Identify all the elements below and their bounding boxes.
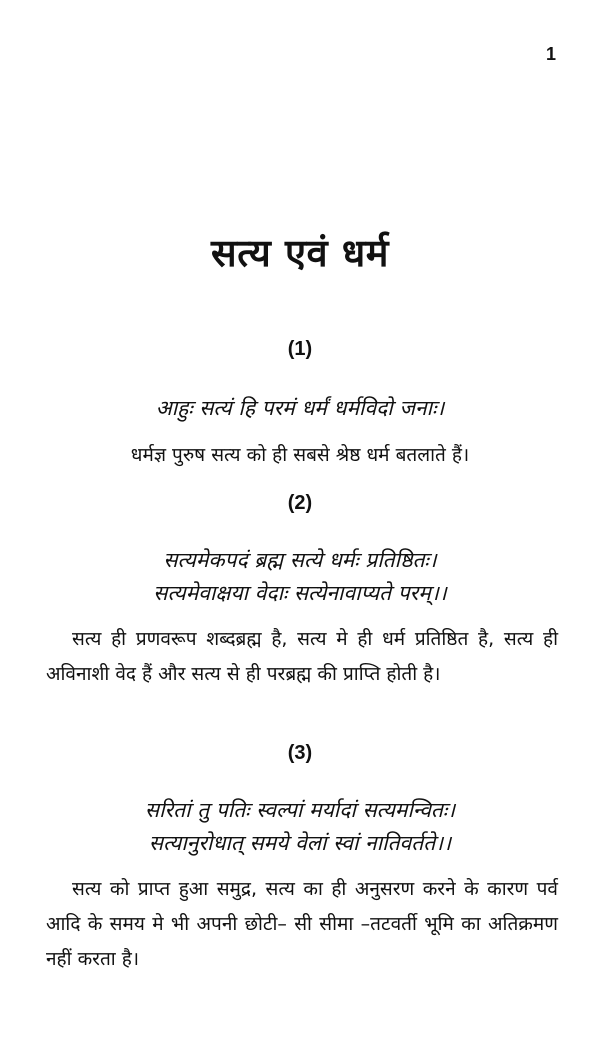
verse-line: सत्यमेवाक्षया वेदाः सत्येनावाप्यते परम्।।	[153, 581, 447, 605]
verse-1	[0, 392, 600, 425]
meaning-2: सत्य ही प्रणवरूप शब्दब्रह्म है, सत्य मे ही धर्म प्रतिष्ठित है, सत्य ही अविनाशी वेद हैं और सत्य से ही परब्रह्म की प्राप्ति होती है।	[46, 628, 558, 685]
section-number-3: (3)	[287, 742, 313, 764]
section-number-1: (1)	[287, 338, 313, 360]
meaning-3: सत्य को प्राप्त हुआ समुद्र, सत्य का ही अनुसरण करने के कारण पर्व आदि के समय मे भी अपनी छोटी– सी सीमा –तटवर्ती भूमि का अतिक्रमण नहीं करता है।	[46, 878, 558, 970]
verse-line: सत्यानुरोधात् समये वेलां स्वां नातिवर्तते।।	[148, 831, 452, 855]
verse-2	[0, 544, 600, 610]
section-number-2: (2)	[287, 492, 313, 514]
page-number: 1	[545, 44, 556, 64]
page-title: सत्य एवं धर्म	[211, 231, 389, 275]
verse-line: सत्यमेकपदं ब्रह्म सत्ये धर्मः प्रतिष्ठितः।	[163, 548, 437, 572]
verse-line: आहुः सत्यं हि परमं धर्मं धर्मविदो जनाः।	[155, 396, 445, 420]
verse-line: सरितां तु पतिः स्वल्पां मर्यादां सत्यमन्वितः।	[144, 798, 456, 822]
meaning-1: धर्मज्ञ पुरुष सत्य को ही सबसे श्रेष्ठ धर्म बतलाते हैं।	[130, 444, 470, 466]
verse-3	[0, 794, 600, 860]
